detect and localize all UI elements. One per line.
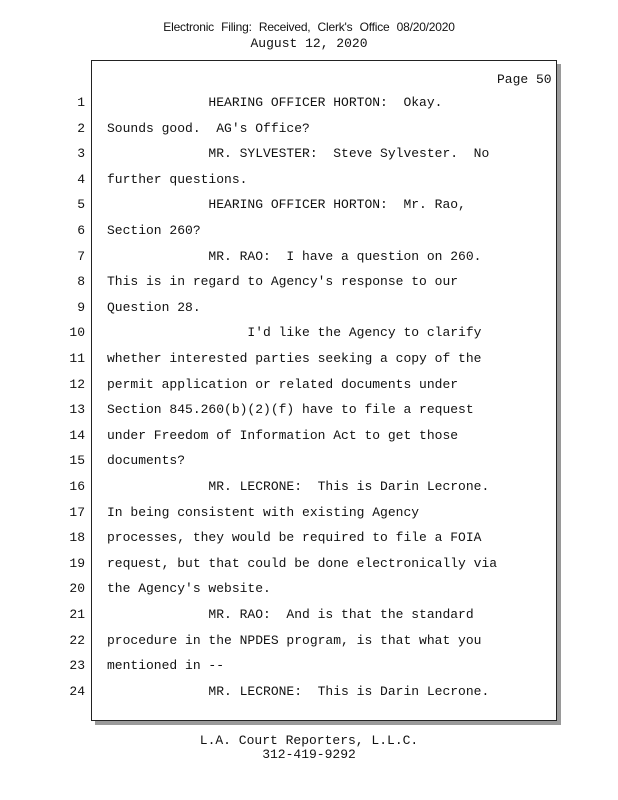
transcript-line — [0, 505, 618, 523]
transcript-line — [0, 121, 618, 139]
line-number: 18 — [69, 530, 85, 545]
line-text: whether interested parties seeking a copy of the — [107, 351, 482, 366]
line-number: 17 — [69, 505, 85, 520]
line-number: 1 — [77, 95, 85, 110]
transcript-line — [0, 633, 618, 651]
filing-stamp: Electronic Filing: Received, Clerk's Office 08/20/2020 — [163, 20, 455, 34]
line-number: 19 — [69, 556, 85, 571]
transcript-line — [0, 146, 618, 164]
line-text: I'd like the Agency to clarify — [107, 325, 482, 340]
header-date: August 12, 2020 — [250, 36, 368, 51]
line-number: 21 — [69, 607, 85, 622]
line-text: HEARING OFFICER HORTON: Mr. Rao, — [107, 197, 466, 212]
transcript-line — [0, 377, 618, 395]
transcript-line — [0, 402, 618, 420]
transcript-line — [0, 351, 618, 369]
footer-phone: 312-419-9292 — [262, 747, 356, 762]
transcript-line — [0, 95, 618, 113]
line-text: This is in regard to Agency's response to our — [107, 274, 459, 289]
transcript-line — [0, 197, 618, 215]
line-number: 8 — [77, 274, 85, 289]
line-number: 4 — [77, 172, 85, 187]
transcript-line — [0, 530, 618, 548]
line-text: HEARING OFFICER HORTON: Okay. — [107, 95, 443, 110]
transcript-line — [0, 300, 618, 318]
line-text: processes, they would be required to file a FOIA — [107, 530, 482, 545]
line-text: procedure in the NPDES program, is that what you — [107, 633, 482, 648]
line-text: permit application or related documents under — [107, 377, 459, 392]
line-number: 15 — [69, 453, 85, 468]
line-number: 5 — [77, 197, 85, 212]
transcript-line — [0, 607, 618, 625]
line-number: 10 — [69, 325, 85, 340]
line-text: In being consistent with existing Agency — [107, 505, 420, 520]
line-number: 2 — [77, 121, 85, 136]
line-text: Question 28. — [107, 300, 201, 315]
line-number: 24 — [69, 684, 85, 699]
line-number: 16 — [69, 479, 85, 494]
line-text: further questions. — [107, 172, 248, 187]
line-number: 9 — [77, 300, 85, 315]
line-text: mentioned in -- — [107, 658, 225, 673]
page-number: Page 50 — [497, 72, 552, 87]
line-text: documents? — [107, 453, 186, 468]
line-text: under Freedom of Information Act to get those — [107, 428, 459, 443]
line-number: 20 — [69, 581, 85, 596]
transcript-line — [0, 453, 618, 471]
transcript-line — [0, 172, 618, 190]
line-text: MR. SYLVESTER: Steve Sylvester. No — [107, 146, 490, 161]
transcript-line — [0, 684, 618, 702]
transcript-line — [0, 249, 618, 267]
line-text: MR. RAO: And is that the standard — [107, 607, 474, 622]
transcript-line — [0, 223, 618, 241]
line-number: 6 — [77, 223, 85, 238]
line-text: Section 260? — [107, 223, 201, 238]
line-text: MR. LECRONE: This is Darin Lecrone. — [107, 684, 490, 699]
transcript-line — [0, 658, 618, 676]
footer-company: L.A. Court Reporters, L.L.C. — [199, 733, 419, 748]
line-number: 3 — [77, 146, 85, 161]
transcript-line — [0, 325, 618, 343]
line-number: 22 — [69, 633, 85, 648]
line-number: 7 — [77, 249, 85, 264]
line-text: MR. RAO: I have a question on 260. — [107, 249, 482, 264]
line-text: the Agency's website. — [107, 581, 271, 596]
transcript-line — [0, 428, 618, 446]
line-number: 13 — [69, 402, 85, 417]
line-text: MR. LECRONE: This is Darin Lecrone. — [107, 479, 490, 494]
line-number: 14 — [69, 428, 85, 443]
line-text: Sounds good. AG's Office? — [107, 121, 310, 136]
line-number: 11 — [69, 351, 85, 366]
line-text: request, but that could be done electronically via — [107, 556, 498, 571]
transcript-line — [0, 479, 618, 497]
transcript-line — [0, 556, 618, 574]
line-text: Section 845.260(b)(2)(f) have to file a request — [107, 402, 474, 417]
transcript-line — [0, 581, 618, 599]
transcript-line — [0, 274, 618, 292]
line-number: 23 — [69, 658, 85, 673]
line-number: 12 — [69, 377, 85, 392]
